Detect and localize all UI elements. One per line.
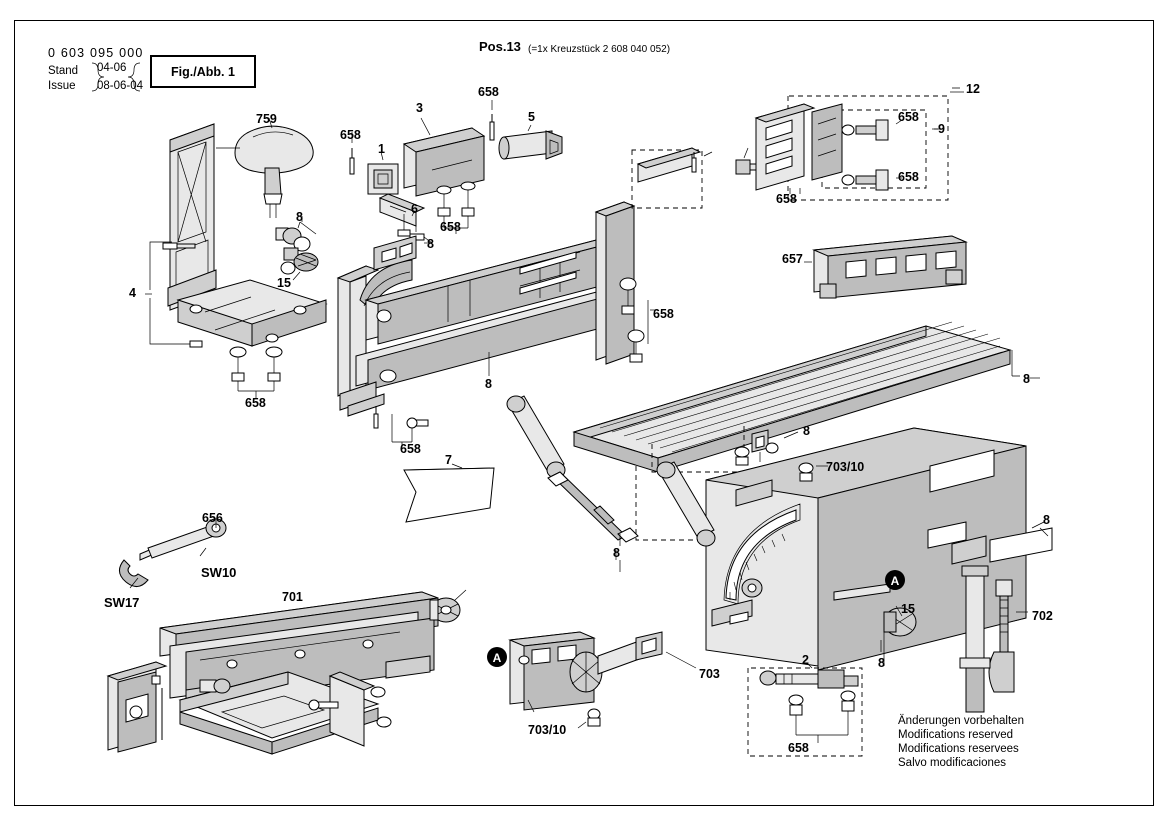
callout-6: 6: [411, 202, 418, 216]
left-bracket: [168, 124, 216, 310]
callout-658-f: 658: [440, 220, 461, 234]
callout-4: 4: [129, 286, 136, 300]
part-7-sheet: [404, 468, 494, 522]
part-1-switch: [368, 164, 398, 194]
callout-8-f: 8: [613, 546, 620, 560]
fastener-cluster-15: [276, 228, 318, 274]
pos-note: (=1x Kreuzstück 2 608 040 052): [528, 44, 671, 55]
wrench-size-sw10: SW10: [201, 565, 237, 580]
callout-2: 2: [802, 653, 809, 667]
module-9-switchplate: [756, 104, 842, 190]
footer-de: Änderungen vorbehalten: [898, 715, 1024, 727]
footer-fr: Modifications reservees: [898, 743, 1019, 755]
callout-658-i: 658: [400, 442, 421, 456]
part-number: 0 603 095 000: [48, 46, 144, 60]
stand-label: Stand: [48, 65, 79, 77]
callout-656: 656: [202, 511, 223, 525]
svg-text:A: A: [492, 651, 502, 665]
knurled-nut: [430, 598, 460, 622]
callout-703-10-b: 703/10: [528, 723, 567, 737]
callout-658-a: 658: [340, 128, 361, 142]
part-bracket-top-right: [638, 148, 700, 182]
part-2-rod: [760, 670, 858, 688]
part-759-handle: [235, 126, 313, 218]
pos-label: Pos.13: [479, 39, 521, 54]
part-657-rack: [814, 236, 966, 298]
callout-658-b: 658: [478, 85, 499, 99]
footer-en: Modifications reserved: [898, 729, 1014, 741]
screws-658-bottom: [789, 691, 855, 743]
svg-text:A: A: [890, 574, 900, 588]
callout-658-c: 658: [898, 110, 919, 124]
callout-1: 1: [378, 142, 385, 156]
callout-7: 7: [445, 453, 452, 467]
callout-658-d: 658: [898, 170, 919, 184]
callout-658-e: 658: [776, 192, 797, 206]
callout-8-h: 8: [878, 656, 885, 670]
callout-658-j: 658: [788, 741, 809, 755]
part-703-motor: [510, 632, 662, 710]
callout-5: 5: [528, 110, 535, 124]
callout-8-g: 8: [1043, 513, 1050, 527]
callout-8-b: 8: [427, 237, 434, 251]
callout-8-a: 8: [296, 210, 303, 224]
screw-70310-bottom: [588, 709, 600, 726]
footer-es: Salvo modificaciones: [898, 757, 1007, 769]
callout-703: 703: [699, 667, 720, 681]
callout-701: 701: [282, 590, 303, 604]
part-3-housing: [404, 128, 484, 196]
callout-658-h: 658: [245, 396, 266, 410]
issue-label: Issue: [48, 80, 76, 92]
callout-15-b: 15: [901, 602, 915, 616]
callout-8-d: 8: [1023, 372, 1030, 386]
callout-657: 657: [782, 252, 803, 266]
callout-703-10-a: 703/10: [826, 460, 865, 474]
callout-759: 759: [256, 112, 277, 126]
callout-9: 9: [938, 122, 945, 136]
part-5-cylinder: [499, 131, 562, 159]
module-9-keys: [842, 120, 888, 190]
callout-3: 3: [416, 101, 423, 115]
wrench-size-sw17: SW17: [104, 595, 140, 610]
callout-8-e: 8: [803, 424, 810, 438]
callout-8-c: 8: [485, 377, 492, 391]
issue-date: 08-06-04: [97, 80, 144, 92]
callout-15: 15: [277, 276, 291, 290]
stand-date: 04-06: [97, 62, 127, 74]
callout-658-g: 658: [653, 307, 674, 321]
part-656-wrench: [119, 519, 226, 587]
figure-label: Fig./Abb. 1: [171, 64, 235, 79]
callout-702: 702: [1032, 609, 1053, 623]
callout-12: 12: [966, 82, 980, 96]
